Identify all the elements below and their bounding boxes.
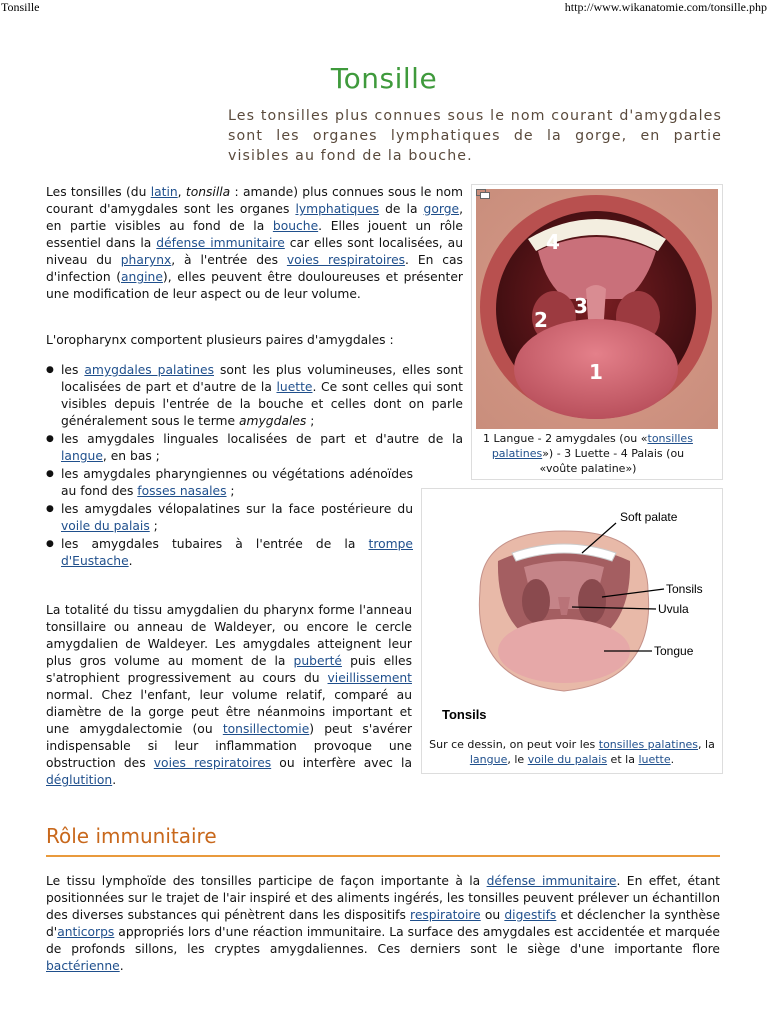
link-pharynx[interactable]: pharynx: [120, 253, 172, 267]
page-title: Tonsille: [330, 62, 438, 95]
mouth-photo-figure: [471, 184, 723, 480]
link-deglutition[interactable]: déglutition: [46, 773, 113, 787]
amygdales-list: [46, 362, 463, 571]
tonsils-diagram[interactable]: [424, 491, 720, 735]
link-tonsillectomie[interactable]: tonsillectomie: [222, 722, 310, 736]
link-voies-respiratoires[interactable]: voies respiratoires: [286, 253, 406, 267]
link-gorge[interactable]: gorge: [423, 202, 460, 216]
lead-paragraph: Les tonsilles plus connues sous le nom courant d'amygdales sont les organes lymphatiques de la gorge, en partie visibles au fond de la bouche.: [228, 108, 722, 164]
mouth-photo[interactable]: [476, 189, 718, 429]
link-vieillissement[interactable]: vieillissement: [327, 671, 412, 685]
link-voies-respiratoires-2[interactable]: voies respiratoires: [153, 756, 272, 770]
link-latin[interactable]: latin: [150, 185, 178, 199]
list-item: ● les amygdales pharyngiennes ou végétations adénoïdes au fond des fosses nasales ;: [46, 466, 413, 500]
photo-label-4: 4: [546, 230, 560, 254]
figure1-caption: 1 Langue - 2 amygdales (ou «tonsilles palatines») - 3 Luette - 4 Palais (ou «voûte palatine»): [483, 432, 693, 475]
oropharynx-paragraph: L'oropharynx comportent plusieurs paires d'amygdales :: [46, 333, 394, 347]
list-item: ● les amygdales vélopalatines sur la face postérieure du voile du palais ;: [46, 501, 413, 535]
header-page-name: Tonsille: [1, 0, 40, 14]
link-amygdales-palatines[interactable]: amygdales palatines: [84, 363, 214, 377]
diagram-label-tongue: Tongue: [654, 644, 694, 658]
list-item: ● les amygdales palatines sont les plus volumineuses, elles sont localisées de part et d'autre de la luette. Ce sont celles qui sont visibles depuis l'entrée de la bouche et celles dont on parle généralement sous le terme amygdales ;: [46, 362, 463, 430]
link-langue-2[interactable]: langue: [469, 753, 508, 766]
link-luette[interactable]: luette: [276, 380, 313, 394]
list-item: ● les amygdales linguales localisées de part et d'autre de la langue, en bas ;: [46, 431, 463, 465]
link-bacterienne[interactable]: bactérienne: [46, 959, 120, 973]
header-url: http://www.wikanatomie.com/tonsille.php: [564, 0, 767, 14]
link-defense-immunitaire[interactable]: défense immunitaire: [156, 236, 285, 250]
enlarge-icon[interactable]: [476, 189, 490, 199]
link-respiratoire[interactable]: respiratoire: [410, 908, 481, 922]
link-luette-2[interactable]: luette: [638, 753, 671, 766]
figure2-caption: Sur ce dessin, on peut voir les tonsilles palatines, la langue, le voile du palais et la luette.: [429, 738, 715, 766]
photo-label-3: 3: [574, 294, 588, 318]
photo-label-2: 2: [534, 308, 548, 332]
link-digestifs[interactable]: digestifs: [504, 908, 557, 922]
photo-label-1: 1: [589, 360, 603, 384]
print-header: [0, 0, 768, 14]
link-defense-immunitaire-2[interactable]: défense immunitaire: [486, 874, 617, 888]
link-lymphatiques[interactable]: lymphatiques: [295, 202, 380, 216]
link-angine[interactable]: angine: [121, 270, 163, 284]
link-voile-du-palais-2[interactable]: voile du palais: [527, 753, 608, 766]
section-divider: [46, 855, 720, 857]
immune-role-paragraph: Le tissu lymphoïde des tonsilles participe de façon importante à la défense immunitaire. En effet, étant positionnées sur le trajet de l'air inspiré et des aliments ingérés, les tonsilles peuvent prélever un échantillon des diverses substances qui pénètrent dans les dispositifs respiratoire ou digestifs et déclencher la synthèse d'anticorps appropriés lors d'une réaction immunitaire. La surface des amygdales est accidentée et marquée de profonds sillons, les cryptes amygdaliennes. Ces derniers sont le siège d'une importante flore bactérienne.: [46, 874, 721, 973]
link-fosses-nasales[interactable]: fosses nasales: [137, 484, 227, 498]
link-voile-du-palais[interactable]: voile du palais: [61, 519, 150, 533]
link-tonsilles-palatines-2[interactable]: tonsilles palatines: [598, 738, 699, 751]
link-bouche[interactable]: bouche: [272, 219, 319, 233]
link-anticorps[interactable]: anticorps: [57, 925, 115, 939]
tonsils-diagram-figure: [421, 488, 723, 774]
diagram-label-soft-palate: Soft palate: [620, 510, 678, 524]
link-puberte[interactable]: puberté: [293, 654, 342, 668]
link-langue[interactable]: langue: [61, 449, 103, 463]
link-trompe-eustache[interactable]: trompe d'Eustache: [61, 537, 413, 568]
list-item: ● les amygdales tubaires à l'entrée de la trompe d'Eustache.: [46, 536, 413, 570]
diagram-title: Tonsils: [442, 707, 487, 722]
section-heading-role-immunitaire: Rôle immunitaire: [46, 824, 217, 848]
waldeyer-paragraph: La totalité du tissu amygdalien du pharynx forme l'anneau tonsillaire ou anneau de Waldeyer, ou encore le cercle amygdalien de Waldeyer. Les amygdales atteignent leur plus gros volume au moment de la puberté puis elles s'atrophient progressivement au cours du vieillissement normal. Chez l'enfant, leur volume relatif, comparé au diamètre de la gorge peut être néanmoins important et une amygdalectomie (ou tonsillectomie) peut s'avérer indispensable si leur inflammation provoque une obstruction des voies respiratoires ou interfère avec la déglutition.: [46, 603, 412, 787]
link-tonsilles-palatines[interactable]: tonsilles palatines: [491, 432, 693, 460]
diagram-label-tonsils: Tonsils: [666, 582, 703, 596]
intro-paragraph: Les tonsilles (du latin, tonsilla : amande) plus connues sous le nom courant d'amygdales sont les organes lymphatiques de la gorge, en partie visibles au fond de la bouche. Elles jouent un rôle essentiel dans la défense immunitaire car elles sont localisées, au niveau du pharynx, à l'entrée des voies respiratoires. En cas d'infection (angine), elles peuvent être douloureuses et présenter une modification de leur aspect ou de leur volume.: [46, 185, 463, 301]
diagram-label-uvula: Uvula: [658, 602, 689, 616]
